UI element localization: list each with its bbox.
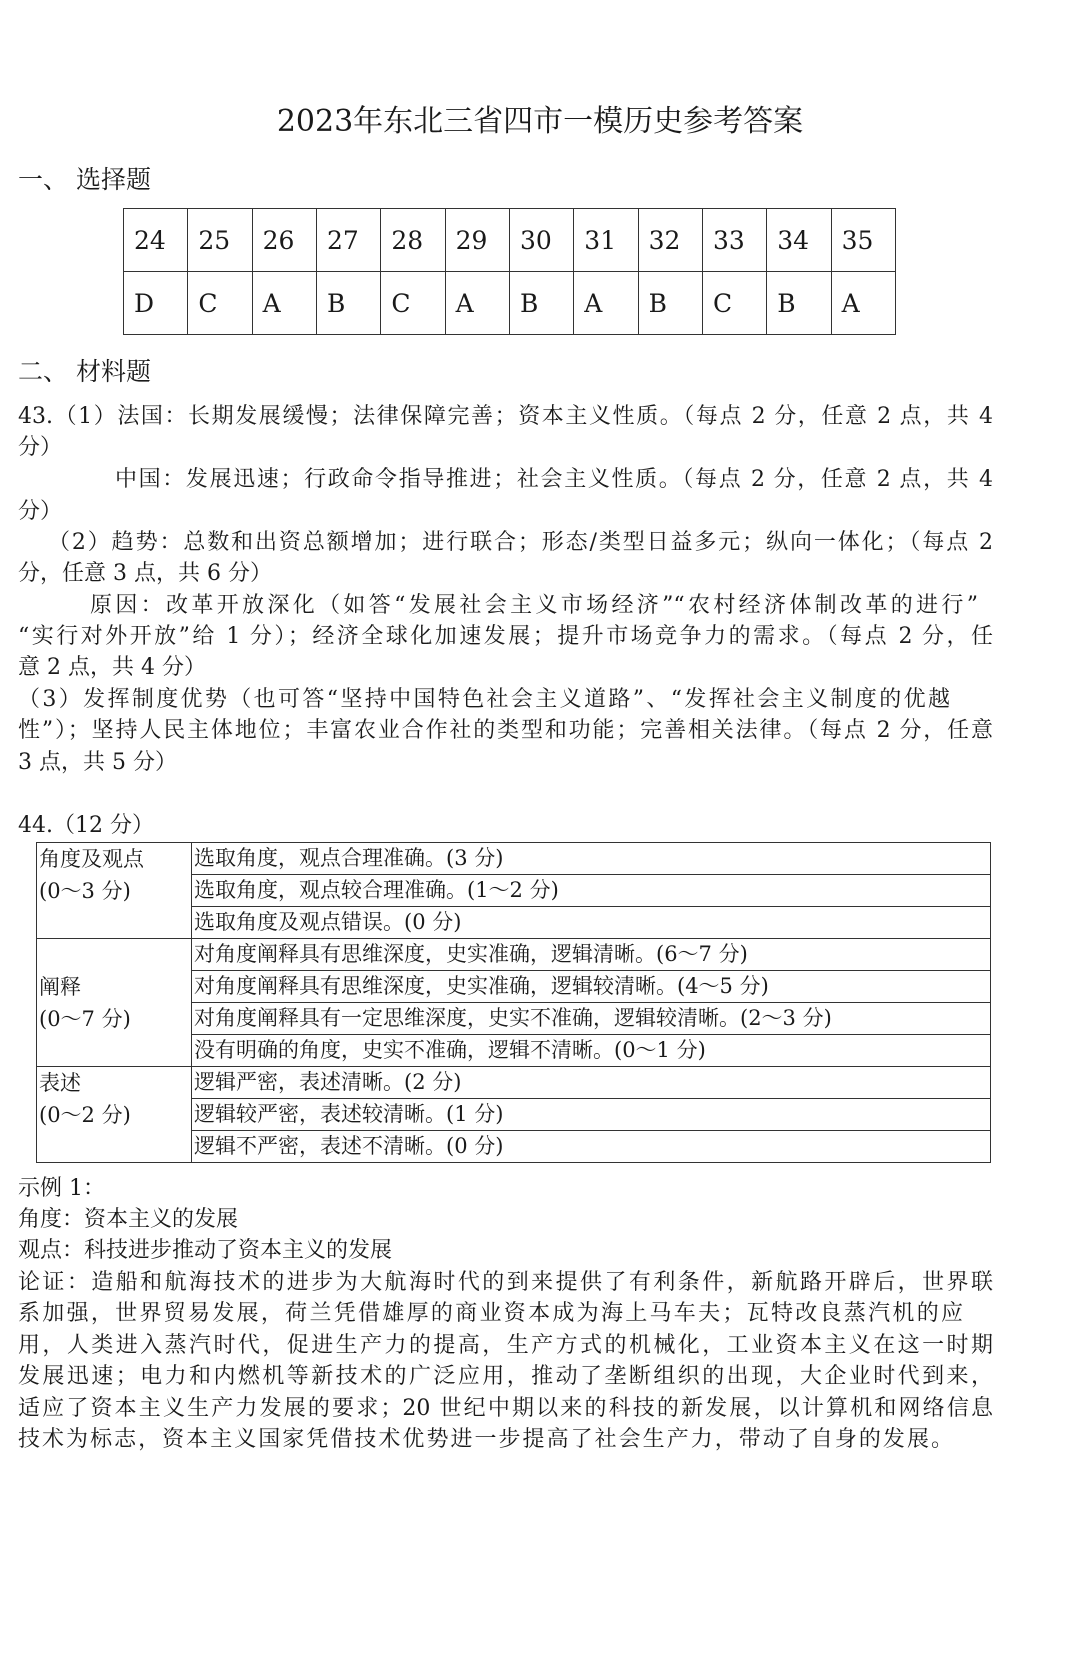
q43-line: 中国：发展迅速；行政命令指导推进；社会主义性质。（每点 2 分，任意 2 点，共 4 (115, 467, 993, 492)
example-argument-line: 技术为标志，资本主义国家凭借技术优势进一步提高了社会生产力，带动了自身的发展。 (18, 1427, 953, 1452)
question-number: 35 (831, 209, 895, 272)
rubric-criterion: 逻辑不严密，表述不清晰。(0 分) (192, 1131, 991, 1163)
document-title: 2023年东北三省四市一模历史参考答案 (276, 104, 804, 139)
rubric-category: 阐释 (39, 974, 81, 999)
q43-line: “实行对外开放”给 1 分）；经济全球化加速发展；提升市场竞争力的需求。（每点 2 分，任 (18, 624, 993, 649)
q43-line: 分） (18, 499, 63, 524)
rubric-category-cell (37, 939, 192, 1067)
rubric-range: (0～7 分) (39, 1006, 131, 1031)
q43-line: 分） (18, 435, 63, 460)
rubric-criterion: 选取角度，观点合理准确。(3 分) (192, 843, 991, 875)
rubric-criterion: 对角度阐释具有思维深度，史实准确，逻辑较清晰。(4～5 分) (192, 971, 991, 1003)
example-argument-line: 系加强，世界贸易发展，荷兰凭借雄厚的商业资本成为海上马车夫；瓦特改良蒸汽机的应 (18, 1301, 963, 1326)
question-number: 27 (316, 209, 380, 272)
rubric-category: 角度及观点 (39, 847, 144, 871)
answer: A (574, 272, 638, 335)
rubric-category: 表述 (39, 1071, 81, 1095)
answer: D (124, 272, 188, 335)
rubric-criterion: 对角度阐释具有思维深度，史实准确，逻辑清晰。(6～7 分) (192, 939, 991, 971)
example-angle: 角度：资本主义的发展 (18, 1207, 239, 1232)
answer: A (445, 272, 509, 335)
example-argument-line: 适应了资本主义生产力发展的要求；20 世纪中期以来的科技的新发展，以计算机和网络信息 (18, 1396, 993, 1421)
choice-answer-table (123, 208, 896, 335)
rubric-criterion: 没有明确的角度，史实不准确，逻辑不清晰。(0～1 分) (192, 1035, 991, 1067)
question-number: 34 (767, 209, 831, 272)
question-number: 25 (188, 209, 252, 272)
section-heading-material: 二、 材料题 (18, 357, 151, 386)
rubric-row (37, 939, 991, 971)
q43-line: 意 2 点，共 4 分） (18, 655, 206, 680)
example-label: 示例 1： (18, 1176, 105, 1201)
rubric-criterion: 选取角度及观点错误。(0 分) (192, 907, 991, 939)
question-number: 24 (124, 209, 188, 272)
answer: B (638, 272, 702, 335)
q43-line: 43.（1）法国：长期发展缓慢；法律保障完善；资本主义性质。（每点 2 分，任意 2 点，共 4 (18, 404, 993, 429)
question-number: 28 (381, 209, 445, 272)
answer: A (831, 272, 895, 335)
answer: C (188, 272, 252, 335)
question-number: 26 (252, 209, 316, 272)
question-number-row (124, 209, 896, 272)
rubric-row (37, 843, 991, 875)
answer: B (767, 272, 831, 335)
q43-line: （3）发挥制度优势（也可答“坚持中国特色社会主义道路”、“发挥社会主义制度的优越 (18, 687, 950, 712)
answer: B (316, 272, 380, 335)
question-number: 31 (574, 209, 638, 272)
question-number: 29 (445, 209, 509, 272)
rubric-criterion: 选取角度，观点较合理准确。(1～2 分) (192, 875, 991, 907)
answer: C (381, 272, 445, 335)
rubric-category-cell (37, 843, 192, 939)
answer: A (252, 272, 316, 335)
rubric-table (36, 842, 991, 1163)
rubric-category-cell (37, 1067, 192, 1163)
section-heading-choice: 一、 选择题 (18, 165, 151, 194)
rubric-range: (0～3 分) (39, 879, 131, 903)
example-argument-line: 用，人类进入蒸汽时代，促进生产力的提高，生产方式的机械化，工业资本主义在这一时期 (18, 1333, 993, 1358)
example-argument-line: 发展迅速；电力和内燃机等新技术的广泛应用，推动了垄断组织的出现，大企业时代到来， (18, 1364, 993, 1389)
q43-line: 原因：改革开放深化（如答“发展社会主义市场经济”“农村经济体制改革的进行” (90, 593, 978, 618)
q44-header: 44.（12 分） (18, 813, 154, 838)
answer: C (702, 272, 766, 335)
q43-line: （2）趋势：总数和出资总额增加；进行联合；形态/类型日益多元；纵向一体化；（每点 2 (48, 530, 993, 555)
rubric-criterion: 对角度阐释具有一定思维深度，史实不准确，逻辑较清晰。(2～3 分) (192, 1003, 991, 1035)
q43-line: 分，任意 3 点，共 6 分） (18, 561, 272, 586)
rubric-criterion: 逻辑严密，表述清晰。(2 分) (192, 1067, 991, 1099)
rubric-range: (0～2 分) (39, 1103, 131, 1127)
example-viewpoint: 观点：科技进步推动了资本主义的发展 (18, 1238, 393, 1263)
answer-row (124, 272, 896, 335)
rubric-criterion: 逻辑较严密，表述较清晰。(1 分) (192, 1099, 991, 1131)
question-number: 32 (638, 209, 702, 272)
q43-line: 3 点，共 5 分） (18, 750, 177, 775)
rubric-row (37, 1067, 991, 1099)
q43-line: 性”）；坚持人民主体地位；丰富农业合作社的类型和功能；完善相关法律。（每点 2 分，任意 (18, 718, 993, 743)
question-number: 33 (702, 209, 766, 272)
question-number: 30 (509, 209, 573, 272)
example-argument-line: 论证：造船和航海技术的进步为大航海时代的到来提供了有利条件，新航路开辟后，世界联 (18, 1270, 993, 1295)
answer: B (509, 272, 573, 335)
